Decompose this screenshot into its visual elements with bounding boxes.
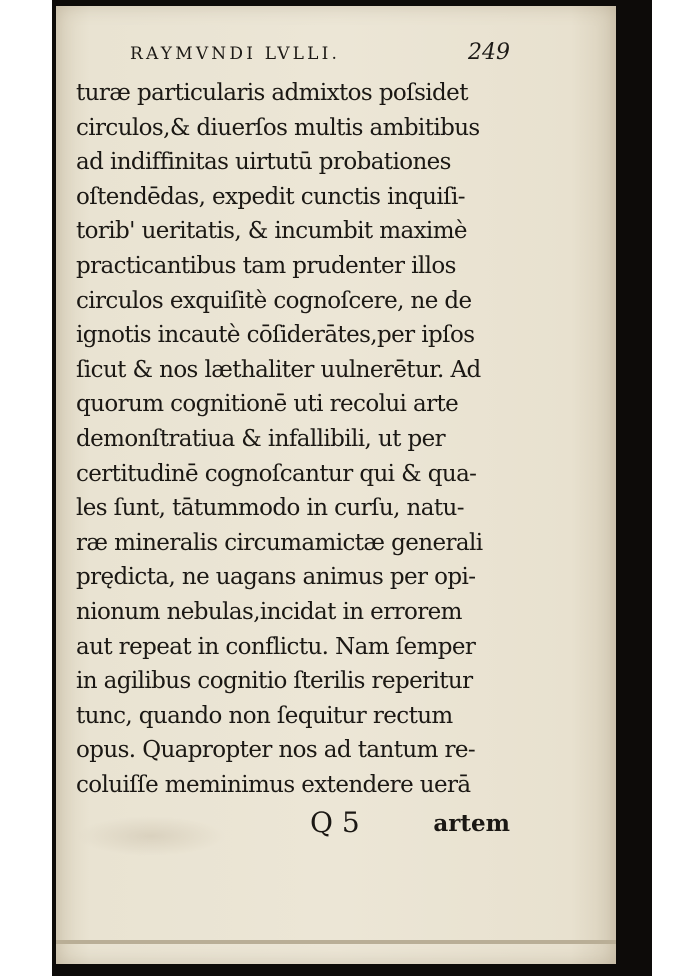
text-line: turæ particularis admixtos poſsidet (76, 80, 468, 106)
page-footer (310, 806, 510, 846)
text-line: aut repeat in conflictu. Nam ſemper (76, 633, 476, 660)
text-line: coluiſſe meminimus extendere uerā (76, 771, 471, 798)
text-line: ignotis incautè cōſiderātes,per ipſos (76, 322, 475, 349)
text-line: les ſunt, tātummodo in curſu, natu- (76, 495, 464, 522)
page-edge-shadow (616, 0, 652, 976)
text-line: ræ mineralis circumamictæ generali (76, 529, 483, 556)
text-line: certitudinē cognoſcantur qui & qua- (76, 460, 477, 487)
text-line: practicantibus tam prudenter illos (76, 252, 456, 279)
text-line: demonſtratiua & infallibili, ut per (76, 425, 446, 452)
text-line: oſtendēdas, expedit cunctis inquiſi- (76, 183, 465, 210)
catchword: artem (433, 810, 510, 837)
page-number: 249 (468, 40, 510, 65)
page-header (130, 40, 510, 74)
body-text (76, 76, 516, 802)
page-bottom-edge (56, 940, 616, 944)
text-line: tunc, quando non ſequitur rectum (76, 702, 453, 729)
signature-mark: Q 5 (310, 806, 360, 839)
text-line: circulos exquiſitè cognoſcere, ne de (76, 287, 472, 314)
text-line: opus. Quapropter nos ad tantum re- (76, 737, 476, 764)
text-line: prędicta, ne uagans animus per opi- (76, 564, 476, 591)
text-line: in agilibus cognitio ſterilis reperitur (76, 668, 473, 695)
text-line: nionum nebulas,incidat in errorem (76, 598, 462, 625)
text-line: circulos,& diuerſos multis ambitibus (76, 114, 480, 141)
text-line: quorum cognitionē uti recolui arte (76, 391, 459, 418)
running-head: RAYMVNDI LVLLI. (130, 44, 341, 64)
paper-stain (76, 816, 226, 856)
text-line: ad indiffinitas uirtutū probationes (76, 149, 451, 176)
text-line: torib' ueritatis, & incumbit maximè (76, 218, 467, 245)
text-line: ſicut & nos læthaliter uulnerētur. Ad (76, 356, 481, 383)
